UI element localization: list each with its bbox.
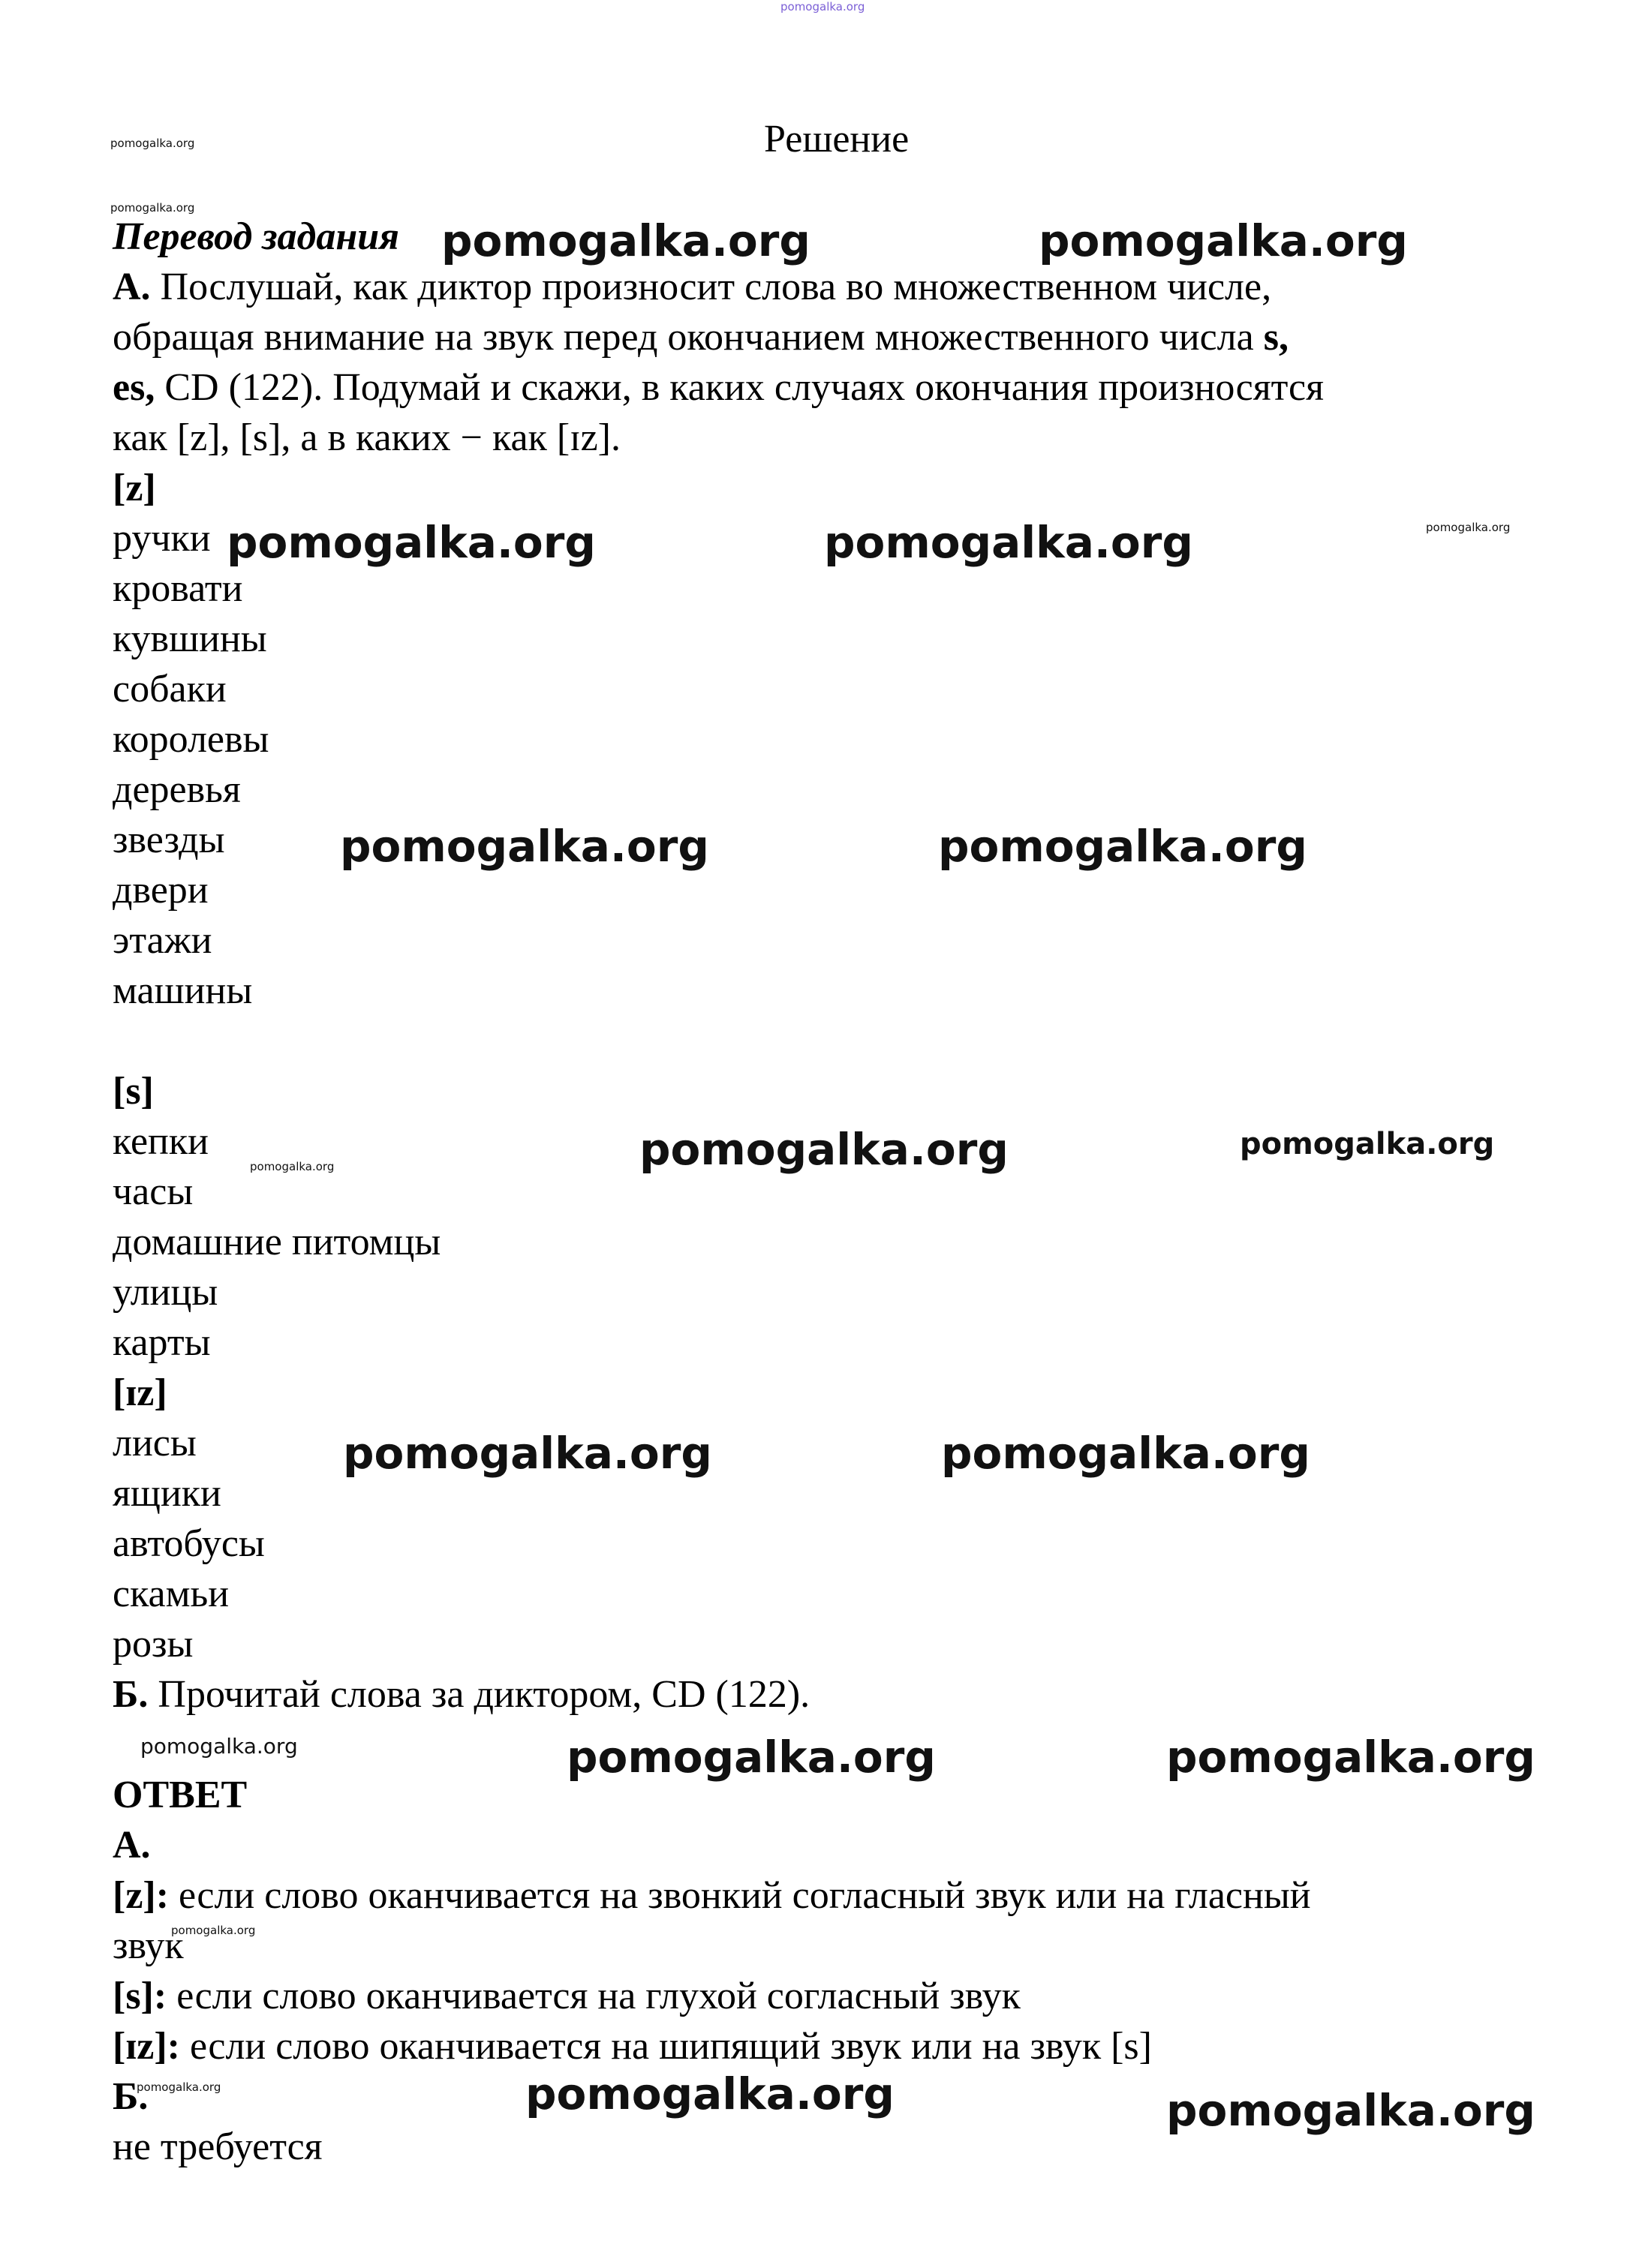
answer-a-marker: А. [113,1824,151,1867]
watermark-small: pomogalka.org [137,2080,221,2094]
answer-b-text: не требуется [113,2125,323,2168]
page-heading: Решение [764,118,910,161]
iz-word: автобусы [113,1522,265,1565]
watermark: pomogalka.org [441,215,810,266]
b-text: Прочитай слова за диктором, CD (122). [158,1673,810,1716]
answer-b-marker: Б. [113,2075,149,2118]
watermark: pomogalka.org [1039,215,1408,266]
s-word: кепки [113,1120,209,1163]
z-word: двери [113,869,209,912]
watermark-small: pomogalka.org [1426,521,1511,534]
answer-iz-label: [ɪz]: [113,2025,180,2068]
watermark: pomogalka.org [824,517,1193,568]
watermark: pomogalka.org [938,821,1307,872]
z-word: кровати [113,567,243,610]
z-word: машины [113,969,253,1012]
translation-a-line2 [113,318,1289,357]
s-word: домашние питомцы [113,1221,441,1263]
iz-label: [ɪz] [113,1371,167,1414]
s-ending: s, [1263,316,1289,359]
watermark: pomogalka.org [639,1124,1009,1175]
answer-iz-text: если слово оканчивается на шипящий звук или на звук [s] [189,2025,1152,2068]
a-text-line3: CD (122). Подумай и скажи, в каких случаях окончания произносятся [164,366,1325,409]
translation-title: Перевод задания [113,215,399,258]
watermark-top: pomogalka.org [780,0,865,14]
es-ending: es, [113,366,155,409]
a-text-line1: Послушай, как диктор произносит слова во множественном числе, [160,266,1272,308]
answer-title: ОТВЕТ [113,1774,248,1816]
s-word: часы [113,1170,194,1213]
iz-word: ящики [113,1472,221,1515]
watermark-small: pomogalka.org [250,1160,335,1173]
answer-s-label: [s]: [113,1975,167,2017]
watermark-small: pomogalka.org [110,137,195,150]
s-word: карты [113,1321,211,1364]
a-text-line4: как [z], [s], а в каких − как [ɪz]. [113,416,621,459]
z-word: королевы [113,718,269,761]
a-marker: А. [113,266,151,308]
watermark: pomogalka.org [941,1428,1310,1479]
z-label: [z] [113,467,156,509]
b-marker: Б. [113,1673,149,1716]
watermark-small: pomogalka.org [171,1924,256,1937]
translation-a-line1 [113,268,1271,307]
watermark: pomogalka.org [1240,1127,1495,1161]
z-word: ручки [113,517,211,560]
z-word: собаки [113,668,227,710]
z-word: звезды [113,819,225,861]
watermark: pomogalka.org [1166,2085,1535,2136]
answer-z-line [113,1876,1311,1915]
s-label: [s] [113,1070,154,1113]
watermark: pomogalka.org [227,517,596,568]
watermark: pomogalka.org [343,1428,712,1479]
iz-word: лисы [113,1422,197,1464]
translation-b [113,1675,810,1714]
watermark: pomogalka.org [525,2068,895,2119]
answer-s-text: если слово оканчивается на глухой согласный звук [176,1975,1021,2017]
answer-s-line [113,1977,1021,2016]
answer-z-text-cont: звук [113,1924,184,1967]
answer-z-label: [z]: [113,1874,170,1917]
iz-word: розы [113,1623,194,1666]
watermark: pomogalka.org [567,1732,936,1783]
watermark: pomogalka.org [1166,1732,1535,1783]
watermark-small: pomogalka.org [110,201,195,215]
z-word: этажи [113,919,212,962]
s-word: улицы [113,1271,218,1314]
watermark: pomogalka.org [340,821,709,872]
watermark-small: pomogalka.org [140,1734,298,1759]
z-word: деревья [113,768,241,811]
iz-word: скамьи [113,1573,230,1615]
answer-iz-line [113,2027,1152,2066]
a-text-line2: обращая внимание на звук перед окончанием множественного числа [113,316,1254,359]
answer-z-text: если слово оканчивается на звонкий согласный звук или на гласный [179,1874,1311,1917]
z-word: кувшины [113,617,267,660]
translation-a-line3 [113,368,1324,407]
